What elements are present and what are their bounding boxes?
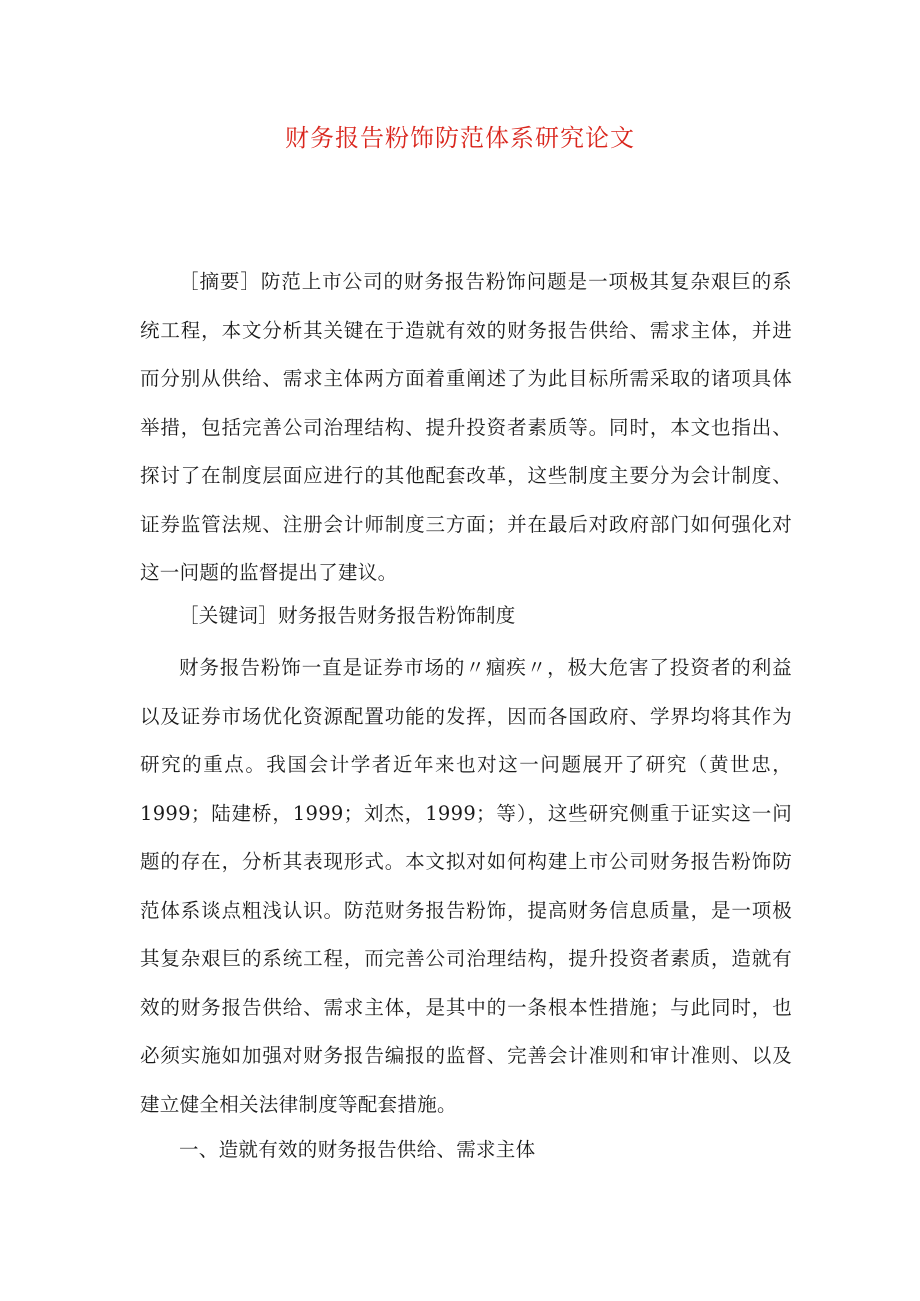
section-heading: 一、造就有效的财务报告供给、需求主体	[179, 1138, 536, 1161]
document-title: 财务报告粉饰防范体系研究论文	[285, 124, 635, 152]
abstract-paragraph: ［摘要］防范上市公司的财务报告粉饰问题是一项极其复杂艰巨的系统工程，本文分析其关键在于造就有效的财务报告供给、需求主体，并进而分别从供给、需求主体两方面着重阐述了为此目标所需采取的诸项具体举措，包括完善公司治理结构、提升投资者素质等。同时，本文也指出、探讨了在制度层面应进行的其他配套改革，这些制度主要分为会计制度、证券监管法规、注册会计师制度三方面；并在最后对政府部门如何强化对这一问题的监督提出了建议。	[140, 270, 792, 584]
intro-paragraph: 财务报告粉饰一直是证券市场的〃痼疾〃，极大危害了投资者的利益以及证券市场优化资源配置功能的发挥，因而各国政府、学界均将其作为研究的重点。我国会计学者近年来也对这一问题展开了研究（黄世忠，1999；陆建桥，1999；刘杰，1999；等），这些研究侧重于证实这一问题的存在，分析其表现形式。本文拟对如何构建上市公司财务报告粉饰防范体系谈点粗浅认识。防范财务报告粉饰，提高财务信息质量，是一项极其复杂艰巨的系统工程，而完善公司治理结构，提升投资者素质，造就有效的财务报告供给、需求主体，是其中的一条根本性措施；与此同时，也必须实施如加强对财务报告编报的监督、完善会计准则和审计准则、以及建立健全相关法律制度等配套措施。	[140, 656, 792, 1116]
keywords-paragraph: ［关键词］财务报告财务报告粉饰制度	[179, 604, 516, 627]
